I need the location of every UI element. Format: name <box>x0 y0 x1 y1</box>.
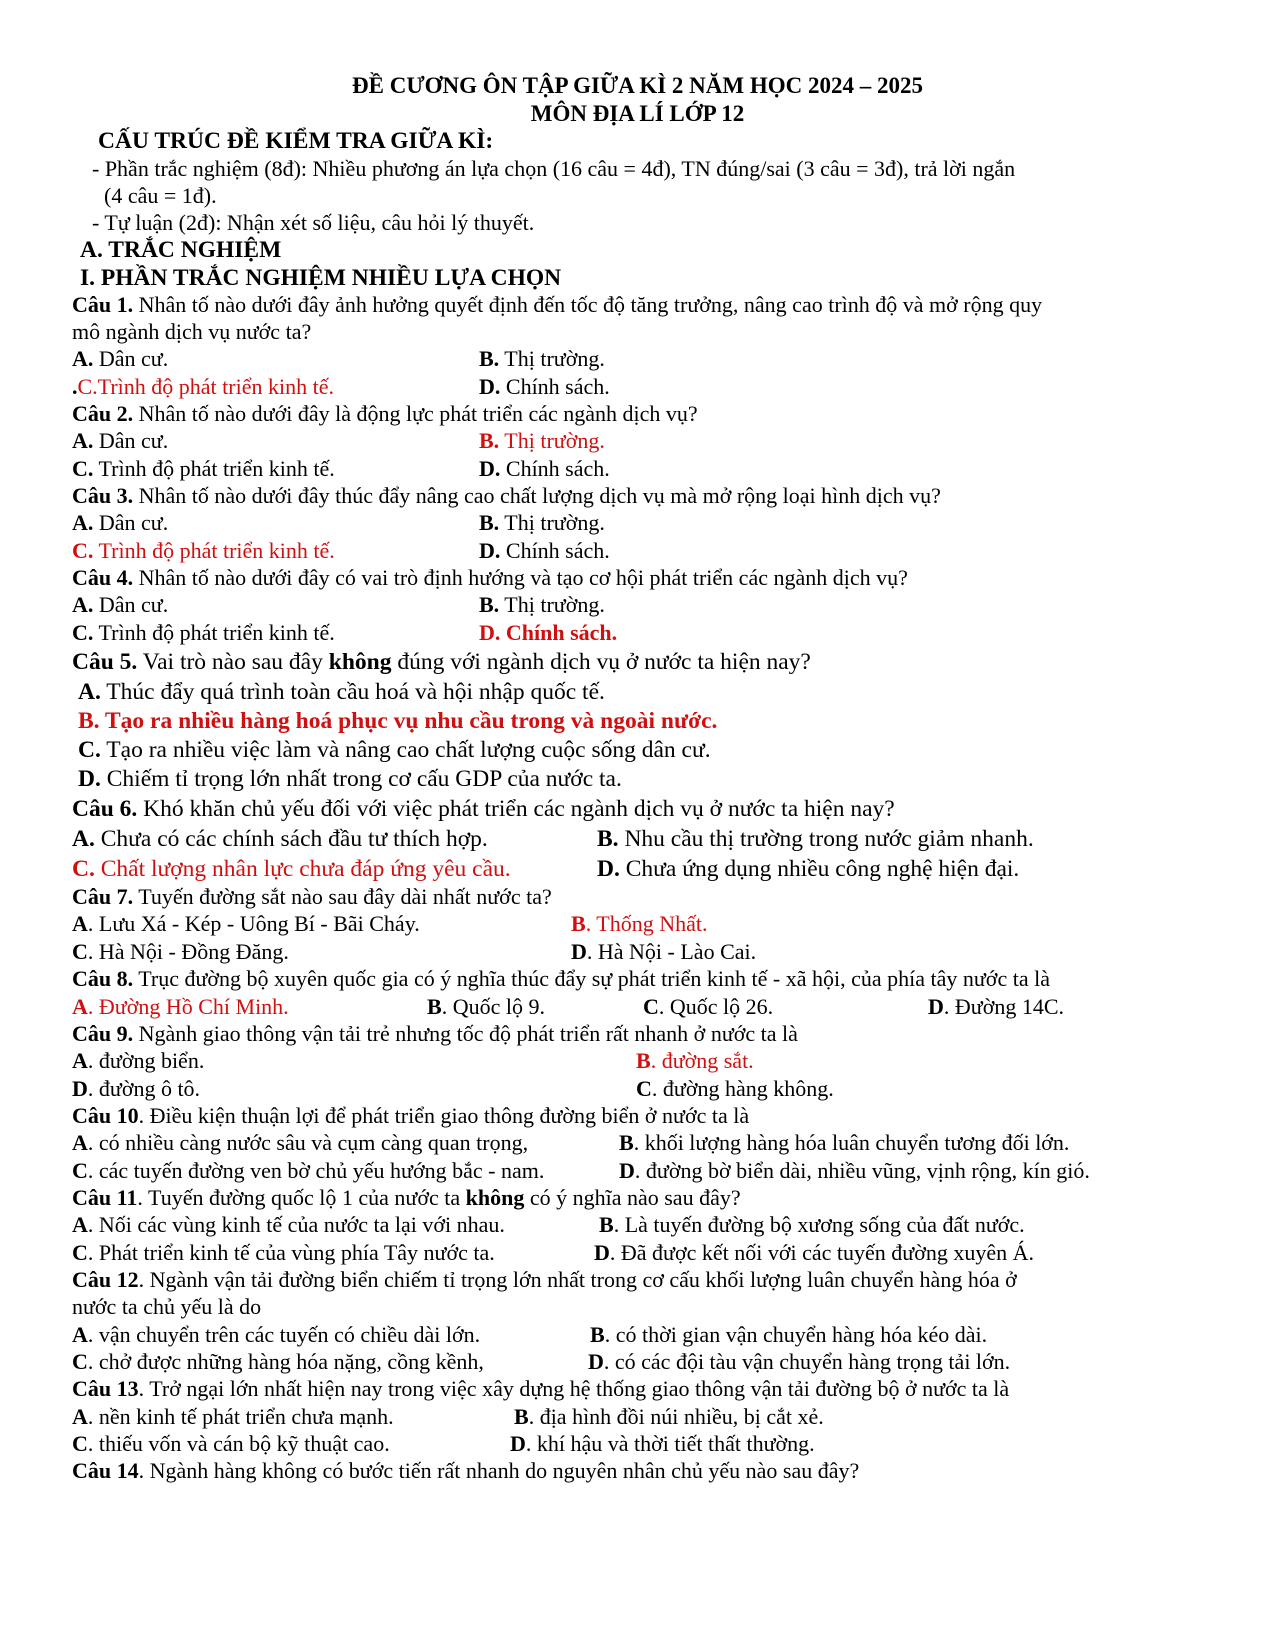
q2-option-d <box>479 455 610 483</box>
option-text: . Hà Nội - Lào Cai. <box>586 939 757 964</box>
option-text: . Thống Nhất. <box>585 911 708 936</box>
option-label: C <box>72 1158 88 1183</box>
option-label: C <box>72 1431 88 1456</box>
option-label: B. <box>597 826 619 852</box>
question-13 <box>72 1375 1009 1403</box>
option-text: Chính sách. <box>500 374 610 399</box>
question-5 <box>72 648 811 676</box>
q11-option-b <box>599 1211 1025 1239</box>
question-label: Câu 3. <box>72 483 134 508</box>
option-label: D. <box>479 374 501 399</box>
q3-option-a <box>72 509 168 537</box>
question-label: Câu 6. <box>72 796 138 822</box>
q5-option-d <box>78 765 622 793</box>
q3-option-d <box>479 537 610 565</box>
question-label: Câu 14 <box>72 1458 139 1483</box>
option-label: A <box>72 1404 88 1429</box>
option-text: . có nhiều càng nước sâu và cụm càng quan trọng, <box>87 1130 529 1155</box>
question-text: . Tuyến đường quốc lộ 1 của nước ta <box>137 1185 466 1210</box>
option-label: C. <box>72 538 94 563</box>
q4-option-d-correct: D. Chính sách. <box>479 620 618 645</box>
option-label: B. <box>479 346 500 371</box>
option-text: . Đã được kết nối với các tuyến đường xuyên Á. <box>609 1240 1034 1265</box>
option-label: A. <box>72 428 94 453</box>
question-label: Câu 10 <box>72 1103 139 1128</box>
option-label: B <box>619 1130 634 1155</box>
q12-option-d <box>588 1348 1010 1376</box>
option-text: . chở được những hàng hóa nặng, cồng kềnh, <box>87 1349 484 1374</box>
question-11 <box>72 1184 741 1212</box>
option-label: C <box>72 1240 88 1265</box>
question-label: Câu 2. <box>72 401 134 426</box>
question-text: . Điều kiện thuận lợi để phát triển giao thông đường biển ở nước ta là <box>138 1103 750 1128</box>
question-label: Câu 4. <box>72 565 134 590</box>
question-label: Câu 1. <box>72 292 134 317</box>
q3-option-c-correct <box>72 537 335 565</box>
q8-option-a-correct <box>72 993 289 1021</box>
option-label: C. <box>72 620 94 645</box>
option-label: D. <box>597 856 620 882</box>
option-text: . địa hình đồi núi nhiều, bị cắt xẻ. <box>528 1404 824 1429</box>
option-text: . khối lượng hàng hóa luân chuyển tương đối lớn. <box>633 1130 1070 1155</box>
option-text: . các tuyến đường ven bờ chủ yếu hướng bắc - nam. <box>87 1158 545 1183</box>
q10-option-d <box>619 1157 1090 1185</box>
option-label: B <box>636 1048 651 1073</box>
question-text: . Ngành vận tải đường biển chiếm tỉ trọng lớn nhất trong cơ cấu khối lượng luân chuyển hàng hóa ở <box>138 1267 1017 1292</box>
option-label: B <box>514 1404 529 1429</box>
q13-option-a <box>72 1403 394 1431</box>
q2-option-a <box>72 427 168 455</box>
q9-option-a <box>72 1047 204 1075</box>
option-label: D. <box>78 766 101 792</box>
option-label: D <box>928 994 944 1019</box>
option-text: Nhu cầu thị trường trong nước giảm nhanh. <box>618 826 1034 852</box>
option-text: Dân cư. <box>93 592 169 617</box>
question-text: Khó khăn chủ yếu đối với việc phát triển các ngành dịch vụ ở nước ta hiện nay? <box>137 796 895 822</box>
option-text: Chất lượng nhân lực chưa đáp ứng yêu cầu. <box>94 856 511 882</box>
q13-option-b <box>514 1403 824 1431</box>
question-text: Nhân tố nào dưới đây ảnh hưởng quyết định đến tốc độ tăng trưởng, nâng cao trình độ và mở rộng quy <box>133 292 1043 317</box>
q2-option-c <box>72 455 335 483</box>
q11-option-d <box>594 1239 1034 1267</box>
option-label: A <box>72 1212 88 1237</box>
q9-option-d <box>72 1075 200 1103</box>
option-text: . đường ô tô. <box>87 1076 201 1101</box>
question-label: Câu 13 <box>72 1376 139 1401</box>
q7-option-c <box>72 938 289 966</box>
q1-option-d <box>479 373 610 401</box>
option-text: . Quốc lộ 9. <box>441 994 545 1019</box>
option-label: C <box>72 939 88 964</box>
q7-option-a <box>72 910 420 938</box>
option-label: A. <box>72 826 95 852</box>
option-text: . Đường Hồ Chí Minh. <box>87 994 289 1019</box>
option-text: Trình độ phát triển kinh tế. <box>93 456 335 481</box>
q4-option-a <box>72 591 168 619</box>
question-4 <box>72 564 908 592</box>
q5-option-c <box>78 736 711 764</box>
question-text: Ngành giao thông vận tải trẻ nhưng tốc độ phát triển rất nhanh ở nước ta là <box>133 1021 798 1046</box>
structure-heading: CẤU TRÚC ĐỀ KIỂM TRA GIỮA KÌ: <box>98 128 494 154</box>
option-text: . có các đội tàu vận chuyển hàng trọng tải lớn. <box>603 1349 1011 1374</box>
question-emphasis: không <box>465 1185 525 1210</box>
q10-option-a <box>72 1129 528 1157</box>
question-12-cont: nước ta chủ yếu là do <box>72 1294 262 1319</box>
option-text: . Hà Nội - Đồng Đăng. <box>87 939 289 964</box>
option-text: . nền kinh tế phát triển chưa mạnh. <box>87 1404 394 1429</box>
question-text: đúng với ngành dịch vụ ở nước ta hiện nay? <box>391 649 811 675</box>
option-label: B. <box>479 510 500 535</box>
option-text: Dân cư. <box>93 428 169 453</box>
option-text: Tạo ra nhiều việc làm và nâng cao chất lượng cuộc sống dân cư. <box>100 737 711 763</box>
q8-option-d <box>928 993 1064 1021</box>
option-label: D <box>72 1076 88 1101</box>
question-label: Câu 5. <box>72 649 138 675</box>
q2-option-b-correct <box>479 427 605 455</box>
option-text: . Quốc lộ 26. <box>658 994 774 1019</box>
question-14 <box>72 1457 859 1485</box>
q13-option-c <box>72 1430 390 1458</box>
q11-option-c <box>72 1239 495 1267</box>
option-label: A <box>72 911 88 936</box>
option-text: . Phát triển kinh tế của vùng phía Tây nước ta. <box>87 1240 495 1265</box>
option-label: B <box>571 911 586 936</box>
option-text: Trình độ phát triển kinh tế. <box>93 620 335 645</box>
option-text: Chưa có các chính sách đầu tư thích hợp. <box>94 826 488 852</box>
option-label: A. <box>72 346 94 371</box>
q12-option-b <box>590 1321 987 1349</box>
option-label: D. <box>479 538 501 563</box>
q10-option-c <box>72 1157 544 1185</box>
option-text: Dân cư. <box>93 346 169 371</box>
option-label: C. <box>72 856 95 882</box>
question-text: . Trở ngại lớn nhất hiện nay trong việc xây dựng hệ thống giao thông vận tải đường bộ ở nước ta là <box>138 1376 1010 1401</box>
question-text: Nhân tố nào dưới đây có vai trò định hướng và tạo cơ hội phát triển các ngành dịch vụ? <box>133 565 908 590</box>
q11-option-a <box>72 1211 505 1239</box>
option-label: D <box>571 939 587 964</box>
q1-option-c <box>72 373 334 401</box>
question-text: Tuyến đường sắt nào sau đây dài nhất nước ta? <box>133 884 552 909</box>
option-label: D <box>619 1158 635 1183</box>
question-8 <box>72 965 1050 993</box>
question-text: Trục đường bộ xuyên quốc gia có ý nghĩa thúc đẩy sự phát triển kinh tế - xã hội, của phía tây nước ta là <box>133 966 1050 991</box>
option-text: . thiếu vốn và cán bộ kỹ thuật cao. <box>87 1431 390 1456</box>
option-text: . đường bờ biển dài, nhiều vũng, vịnh rộng, kín gió. <box>634 1158 1090 1183</box>
q13-option-d <box>510 1430 815 1458</box>
question-1 <box>72 291 1042 319</box>
q6-option-c-correct <box>72 855 511 883</box>
option-label: A <box>72 1048 88 1073</box>
option-label: D <box>594 1240 610 1265</box>
q6-option-d <box>597 855 1019 883</box>
option-text: Trình độ phát triển kinh tế. <box>93 538 335 563</box>
option-label: A <box>72 1130 88 1155</box>
option-label: C. <box>72 456 94 481</box>
q7-option-b-correct <box>571 910 708 938</box>
question-label: Câu 9. <box>72 1021 134 1046</box>
q8-option-c <box>643 993 773 1021</box>
option-label: B <box>427 994 442 1019</box>
option-text-correct: C.Trình độ phát triển kinh tế. <box>77 374 334 399</box>
doc-subtitle: MÔN ĐỊA LÍ LỚP 12 <box>530 101 745 126</box>
option-label: D <box>510 1431 526 1456</box>
structure-line-2: - Tự luận (2đ): Nhận xét số liệu, câu hỏi lý thuyết. <box>92 210 535 235</box>
structure-line-1: - Phần trắc nghiệm (8đ): Nhiều phương án lựa chọn (16 câu = 4đ), TN đúng/sai (3 câu = 3đ), trả lời ngắn <box>92 156 1016 181</box>
doc-title: ĐỀ CƯƠNG ÔN TẬP GIỮA KÌ 2 NĂM HỌC 2024 – 2025 <box>352 73 923 98</box>
option-text: . Đường 14C. <box>943 994 1065 1019</box>
q3-option-b <box>479 509 605 537</box>
option-label: B <box>590 1322 605 1347</box>
option-label: A. <box>72 510 94 535</box>
option-label: A <box>72 1322 88 1347</box>
option-label: C. <box>78 737 101 763</box>
q9-option-b-correct <box>636 1047 754 1075</box>
q12-option-a <box>72 1321 480 1349</box>
question-text: có ý nghĩa nào sau đây? <box>524 1185 741 1210</box>
q9-option-c <box>636 1075 834 1103</box>
option-text: Thị trường. <box>499 346 605 371</box>
option-text: Chưa ứng dụng nhiều công nghệ hiện đại. <box>619 856 1020 882</box>
q5-option-b-correct: B. Tạo ra nhiều hàng hoá phục vụ nhu cầu trong và ngoài nước. <box>78 708 718 734</box>
question-label: Câu 12 <box>72 1267 139 1292</box>
question-label: Câu 7. <box>72 884 134 909</box>
q12-option-c <box>72 1348 484 1376</box>
question-label: Câu 8. <box>72 966 134 991</box>
option-text: Chiếm tỉ trọng lớn nhất trong cơ cấu GDP của nước ta. <box>100 766 622 792</box>
option-text: Thị trường. <box>499 592 605 617</box>
option-label: C <box>72 1349 88 1374</box>
option-text: . Nối các vùng kinh tế của nước ta lại với nhau. <box>87 1212 505 1237</box>
question-1-cont: mô ngành dịch vụ nước ta? <box>72 319 312 344</box>
q4-option-b <box>479 591 605 619</box>
q1-option-b <box>479 345 605 373</box>
option-label: C <box>636 1076 652 1101</box>
q10-option-b <box>619 1129 1069 1157</box>
question-text: Nhân tố nào dưới đây thúc đẩy nâng cao chất lượng dịch vụ mà mở rộng loại hình dịch vụ? <box>133 483 941 508</box>
option-label: D. <box>479 456 501 481</box>
option-text: . đường sắt. <box>650 1048 754 1073</box>
question-text: Nhân tố nào dưới đây là động lực phát triển các ngành dịch vụ? <box>133 401 698 426</box>
option-label: D <box>588 1349 604 1374</box>
option-label: A <box>72 994 88 1019</box>
question-text: Vai trò nào sau đây <box>137 649 329 675</box>
q1-option-a <box>72 345 168 373</box>
option-label: A. <box>72 592 94 617</box>
question-label: Câu 11 <box>72 1185 138 1210</box>
q5-option-a <box>78 678 605 706</box>
question-6 <box>72 795 895 823</box>
question-10 <box>72 1102 749 1130</box>
option-text: . đường hàng không. <box>651 1076 834 1101</box>
option-text: . có thời gian vận chuyển hàng hóa kéo dài. <box>604 1322 988 1347</box>
question-2 <box>72 400 698 428</box>
question-text: . Ngành hàng không có bước tiến rất nhanh do nguyên nhân chủ yếu nào sau đây? <box>138 1458 860 1483</box>
option-text: Thúc đẩy quá trình toàn cầu hoá và hội nhập quốc tế. <box>100 679 605 705</box>
option-text: Chính sách. <box>500 538 610 563</box>
q6-option-a <box>72 825 488 853</box>
option-text: Thị trường. <box>499 428 605 453</box>
question-emphasis: không <box>328 649 392 675</box>
option-text: Thị trường. <box>499 510 605 535</box>
option-text: . khí hậu và thời tiết thất thường. <box>525 1431 815 1456</box>
section-a-heading: A. TRẮC NGHIỆM <box>80 237 282 263</box>
q6-option-b <box>597 825 1034 853</box>
structure-line-1b: (4 câu = 1đ). <box>104 183 217 208</box>
option-text: Dân cư. <box>93 510 169 535</box>
q4-option-c <box>72 619 335 647</box>
question-3 <box>72 482 941 510</box>
option-label: B. <box>479 592 500 617</box>
option-text: . Là tuyến đường bộ xương sống của đất nước. <box>613 1212 1025 1237</box>
option-label: A. <box>78 679 101 705</box>
option-text: . đường biển. <box>87 1048 205 1073</box>
option-text: . vận chuyển trên các tuyến có chiều dài lớn. <box>87 1322 481 1347</box>
section-1-heading: I. PHẦN TRẮC NGHIỆM NHIỀU LỰA CHỌN <box>80 265 562 291</box>
option-prefix: . <box>72 374 78 399</box>
question-7 <box>72 883 552 911</box>
option-label: C <box>643 994 659 1019</box>
option-label: B. <box>479 428 500 453</box>
question-12 <box>72 1266 1017 1294</box>
option-text: Chính sách. <box>500 456 610 481</box>
option-text: . Lưu Xá - Kép - Uông Bí - Bãi Cháy. <box>87 911 420 936</box>
option-label: B <box>599 1212 614 1237</box>
q8-option-b <box>427 993 545 1021</box>
q7-option-d <box>571 938 756 966</box>
question-9 <box>72 1020 798 1048</box>
